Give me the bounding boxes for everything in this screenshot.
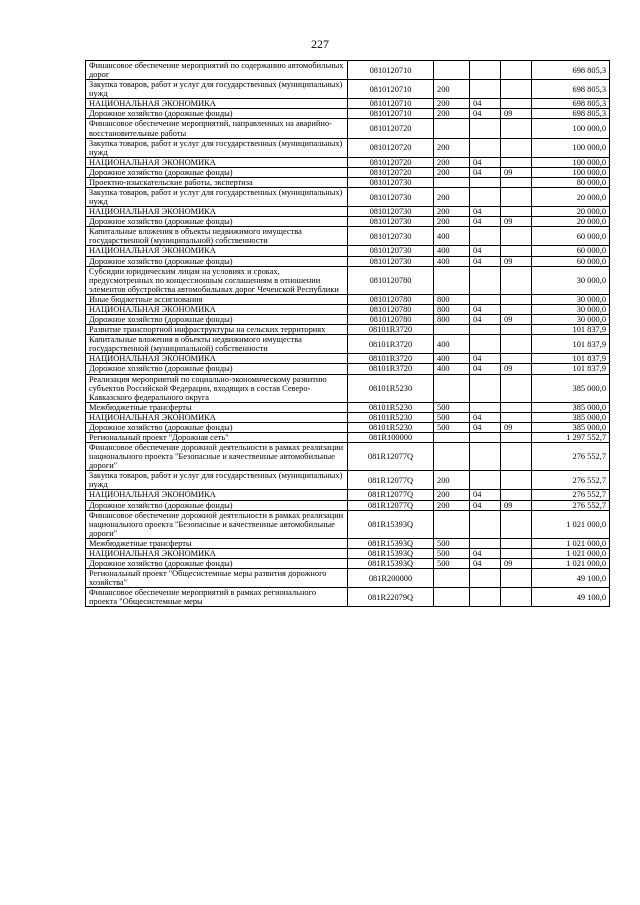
row-code-cell: 081R22079Q	[348, 588, 434, 607]
row-expense-type-cell: 500	[434, 538, 470, 548]
row-name-cell: Региональный проект "Общесистемные меры развития дорожного хозяйства"	[86, 569, 348, 588]
row-amount-cell: 276 552,7	[532, 490, 610, 500]
row-name-cell: Финансовое обеспечение дорожной деятельности в рамках реализации национального проекта "Безопасные и качественные автомобильные дороги"	[86, 510, 348, 538]
table-row	[86, 109, 610, 119]
row-amount-cell: 100 000,0	[532, 119, 610, 138]
row-code-cell: 08101R5230	[348, 402, 434, 412]
row-subsection-cell	[501, 548, 532, 558]
row-expense-type-cell	[434, 266, 470, 294]
row-code-cell: 0810120730	[348, 188, 434, 207]
row-code-cell: 08101R5230	[348, 422, 434, 432]
row-code-cell: 0810120730	[348, 177, 434, 187]
table-row	[86, 471, 610, 490]
row-expense-type-cell: 200	[434, 500, 470, 510]
row-name-cell: Финансовое обеспечение мероприятий по содержанию автомобильных дорог	[86, 61, 348, 80]
row-name-cell: Дорожное хозяйство (дорожные фонды)	[86, 256, 348, 266]
table-row	[86, 510, 610, 538]
row-name-cell: НАЦИОНАЛЬНАЯ ЭКОНОМИКА	[86, 490, 348, 500]
row-amount-cell: 49 100,0	[532, 569, 610, 588]
row-name-cell: Дорожное хозяйство (дорожные фонды)	[86, 315, 348, 325]
row-name-cell: Финансовое обеспечение мероприятий, направленных на аварийно-восстановительные работы	[86, 119, 348, 138]
row-expense-type-cell: 800	[434, 304, 470, 314]
row-code-cell: 0810120710	[348, 99, 434, 109]
row-amount-cell: 60 000,0	[532, 227, 610, 246]
row-subsection-cell	[501, 374, 532, 402]
row-code-cell: 0810120720	[348, 167, 434, 177]
row-name-cell: Закупка товаров, работ и услуг для государственных (муниципальных) нужд	[86, 138, 348, 157]
row-subsection-cell	[501, 266, 532, 294]
row-subsection-cell	[501, 412, 532, 422]
table-body	[86, 61, 610, 607]
row-section-cell	[470, 471, 501, 490]
row-subsection-cell	[501, 294, 532, 304]
row-expense-type-cell: 200	[434, 207, 470, 217]
row-section-cell: 04	[470, 558, 501, 568]
row-expense-type-cell: 500	[434, 412, 470, 422]
row-name-cell: Капитальные вложения в объекты недвижимого имущества государственной (муниципальной) собственности	[86, 227, 348, 246]
row-subsection-cell: 09	[501, 558, 532, 568]
row-amount-cell: 385 000,0	[532, 422, 610, 432]
row-name-cell: Дорожное хозяйство (дорожные фонды)	[86, 500, 348, 510]
row-code-cell: 08101R5230	[348, 412, 434, 422]
table-row	[86, 422, 610, 432]
row-subsection-cell	[501, 432, 532, 442]
row-code-cell: 08101R3720	[348, 335, 434, 354]
row-name-cell: Межбюджетные трансферты	[86, 538, 348, 548]
row-expense-type-cell: 200	[434, 109, 470, 119]
row-code-cell: 081R12077Q	[348, 443, 434, 471]
row-amount-cell: 1 021 000,0	[532, 548, 610, 558]
row-section-cell: 04	[470, 315, 501, 325]
row-section-cell: 04	[470, 256, 501, 266]
row-amount-cell: 101 837,9	[532, 335, 610, 354]
row-expense-type-cell: 500	[434, 402, 470, 412]
budget-table	[85, 60, 610, 607]
row-subsection-cell	[501, 510, 532, 538]
row-section-cell	[470, 432, 501, 442]
table-row	[86, 294, 610, 304]
row-name-cell: НАЦИОНАЛЬНАЯ ЭКОНОМИКА	[86, 304, 348, 314]
table-row	[86, 443, 610, 471]
row-expense-type-cell: 400	[434, 335, 470, 354]
row-amount-cell: 30 000,0	[532, 294, 610, 304]
row-section-cell: 04	[470, 217, 501, 227]
row-amount-cell: 698 805,3	[532, 80, 610, 99]
row-name-cell: НАЦИОНАЛЬНАЯ ЭКОНОМИКА	[86, 207, 348, 217]
row-subsection-cell: 09	[501, 256, 532, 266]
row-section-cell: 04	[470, 99, 501, 109]
row-expense-type-cell: 400	[434, 354, 470, 364]
row-code-cell: 0810120720	[348, 138, 434, 157]
row-amount-cell: 30 000,0	[532, 304, 610, 314]
row-amount-cell: 100 000,0	[532, 138, 610, 157]
row-section-cell: 04	[470, 490, 501, 500]
table-row	[86, 227, 610, 246]
row-amount-cell: 1 021 000,0	[532, 558, 610, 568]
row-section-cell: 04	[470, 500, 501, 510]
row-subsection-cell	[501, 246, 532, 256]
row-section-cell	[470, 294, 501, 304]
row-code-cell: 0810120780	[348, 304, 434, 314]
row-expense-type-cell: 200	[434, 138, 470, 157]
row-name-cell: Дорожное хозяйство (дорожные фонды)	[86, 109, 348, 119]
table-row	[86, 315, 610, 325]
page-number: 227	[311, 37, 329, 51]
table-row	[86, 538, 610, 548]
row-code-cell: 0810120730	[348, 207, 434, 217]
row-expense-type-cell	[434, 569, 470, 588]
row-code-cell: 0810120780	[348, 315, 434, 325]
table-row	[86, 558, 610, 568]
row-name-cell: НАЦИОНАЛЬНАЯ ЭКОНОМИКА	[86, 99, 348, 109]
row-expense-type-cell	[434, 510, 470, 538]
row-section-cell: 04	[470, 167, 501, 177]
row-name-cell: Дорожное хозяйство (дорожные фонды)	[86, 422, 348, 432]
row-subsection-cell	[501, 443, 532, 471]
row-expense-type-cell: 400	[434, 227, 470, 246]
row-name-cell: Дорожное хозяйство (дорожные фонды)	[86, 364, 348, 374]
row-code-cell: 0810120730	[348, 256, 434, 266]
row-name-cell: НАЦИОНАЛЬНАЯ ЭКОНОМИКА	[86, 157, 348, 167]
row-section-cell	[470, 227, 501, 246]
row-name-cell: Закупка товаров, работ и услуг для государственных (муниципальных) нужд	[86, 188, 348, 207]
table-row	[86, 256, 610, 266]
row-expense-type-cell: 400	[434, 256, 470, 266]
table-row	[86, 119, 610, 138]
table-row	[86, 364, 610, 374]
row-name-cell: Закупка товаров, работ и услуг для государственных (муниципальных) нужд	[86, 80, 348, 99]
row-name-cell: Дорожное хозяйство (дорожные фонды)	[86, 217, 348, 227]
row-amount-cell: 276 552,7	[532, 443, 610, 471]
row-amount-cell: 101 837,9	[532, 364, 610, 374]
row-section-cell	[470, 188, 501, 207]
table-row	[86, 246, 610, 256]
row-name-cell: Реализация мероприятий по социально-экономическому развитию субъектов Российской Федерации, входящих в состав Северо-Кавказского федерального округа	[86, 374, 348, 402]
row-name-cell: Проектно-изыскательские работы, экспертиза	[86, 177, 348, 187]
row-section-cell	[470, 402, 501, 412]
row-code-cell: 08101R3720	[348, 364, 434, 374]
row-name-cell: Финансовое обеспечение мероприятий в рамках регионального проекта "Общесистемные меры	[86, 588, 348, 607]
row-amount-cell: 385 000,0	[532, 402, 610, 412]
table-row	[86, 335, 610, 354]
row-amount-cell: 20 000,0	[532, 188, 610, 207]
table-row	[86, 188, 610, 207]
table-row	[86, 157, 610, 167]
row-amount-cell: 20 000,0	[532, 207, 610, 217]
row-subsection-cell	[501, 354, 532, 364]
row-amount-cell: 1 297 552,7	[532, 432, 610, 442]
row-expense-type-cell: 200	[434, 157, 470, 167]
row-subsection-cell	[501, 157, 532, 167]
row-code-cell: 08101R5230	[348, 374, 434, 402]
row-expense-type-cell	[434, 119, 470, 138]
row-amount-cell: 100 000,0	[532, 157, 610, 167]
row-subsection-cell	[501, 207, 532, 217]
row-amount-cell: 276 552,7	[532, 471, 610, 490]
row-section-cell: 04	[470, 246, 501, 256]
row-amount-cell: 276 552,7	[532, 500, 610, 510]
row-expense-type-cell: 400	[434, 364, 470, 374]
row-expense-type-cell	[434, 374, 470, 402]
row-code-cell: 0810120730	[348, 217, 434, 227]
row-name-cell: Региональный проект "Дорожная сеть"	[86, 432, 348, 442]
row-code-cell: 081R12077Q	[348, 471, 434, 490]
row-name-cell: НАЦИОНАЛЬНАЯ ЭКОНОМИКА	[86, 548, 348, 558]
row-expense-type-cell: 200	[434, 99, 470, 109]
table-row	[86, 402, 610, 412]
table-row	[86, 207, 610, 217]
row-code-cell: 081R15393Q	[348, 558, 434, 568]
row-subsection-cell	[501, 138, 532, 157]
row-section-cell: 04	[470, 412, 501, 422]
row-subsection-cell	[501, 304, 532, 314]
row-section-cell	[470, 119, 501, 138]
row-amount-cell: 60 000,0	[532, 246, 610, 256]
row-subsection-cell	[501, 119, 532, 138]
row-expense-type-cell: 200	[434, 188, 470, 207]
table-row	[86, 304, 610, 314]
row-name-cell: Межбюджетные трансферты	[86, 402, 348, 412]
row-subsection-cell: 09	[501, 109, 532, 119]
row-expense-type-cell: 200	[434, 167, 470, 177]
row-expense-type-cell: 400	[434, 246, 470, 256]
table-row	[86, 80, 610, 99]
row-expense-type-cell: 200	[434, 471, 470, 490]
row-amount-cell: 101 837,9	[532, 325, 610, 335]
row-code-cell: 081R100000	[348, 432, 434, 442]
row-amount-cell: 100 000,0	[532, 167, 610, 177]
row-subsection-cell	[501, 188, 532, 207]
row-section-cell: 04	[470, 207, 501, 217]
row-amount-cell: 30 000,0	[532, 315, 610, 325]
table-row	[86, 325, 610, 335]
row-code-cell: 08101R3720	[348, 325, 434, 335]
row-section-cell	[470, 138, 501, 157]
row-expense-type-cell: 200	[434, 490, 470, 500]
row-amount-cell: 1 021 000,0	[532, 510, 610, 538]
row-subsection-cell: 09	[501, 500, 532, 510]
row-code-cell: 0810120710	[348, 109, 434, 119]
row-subsection-cell	[501, 471, 532, 490]
row-amount-cell: 698 805,3	[532, 61, 610, 80]
table-row	[86, 588, 610, 607]
table-row	[86, 177, 610, 187]
row-section-cell: 04	[470, 548, 501, 558]
row-code-cell: 08101R3720	[348, 354, 434, 364]
table-row	[86, 374, 610, 402]
table-row	[86, 500, 610, 510]
row-subsection-cell: 09	[501, 167, 532, 177]
row-subsection-cell: 09	[501, 217, 532, 227]
table-row	[86, 217, 610, 227]
row-subsection-cell	[501, 227, 532, 246]
row-amount-cell: 698 805,3	[532, 99, 610, 109]
table-row	[86, 432, 610, 442]
row-expense-type-cell	[434, 432, 470, 442]
row-section-cell: 04	[470, 304, 501, 314]
table-row	[86, 61, 610, 80]
row-expense-type-cell: 800	[434, 315, 470, 325]
row-section-cell	[470, 177, 501, 187]
row-subsection-cell	[501, 335, 532, 354]
table-row	[86, 99, 610, 109]
row-name-cell: Субсидии юридическим лицам на условиях и сроках, предусмотренных по концессионным соглашениям в отношении элементов обустройства автомобильных дорог Чеченской Республики	[86, 266, 348, 294]
row-section-cell	[470, 588, 501, 607]
row-subsection-cell: 09	[501, 315, 532, 325]
row-code-cell: 081R15393Q	[348, 510, 434, 538]
row-code-cell: 081R200000	[348, 569, 434, 588]
table-row	[86, 354, 610, 364]
row-expense-type-cell	[434, 588, 470, 607]
row-code-cell: 081R15393Q	[348, 538, 434, 548]
row-subsection-cell	[501, 402, 532, 412]
row-subsection-cell	[501, 325, 532, 335]
row-name-cell: Капитальные вложения в объекты недвижимого имущества государственной (муниципальной) собственности	[86, 335, 348, 354]
row-subsection-cell: 09	[501, 422, 532, 432]
row-name-cell: Иные бюджетные ассигнования	[86, 294, 348, 304]
row-name-cell: Дорожное хозяйство (дорожные фонды)	[86, 167, 348, 177]
row-name-cell: Закупка товаров, работ и услуг для государственных (муниципальных) нужд	[86, 471, 348, 490]
row-code-cell: 0810120730	[348, 246, 434, 256]
row-expense-type-cell: 200	[434, 217, 470, 227]
row-section-cell	[470, 335, 501, 354]
row-name-cell: НАЦИОНАЛЬНАЯ ЭКОНОМИКА	[86, 246, 348, 256]
row-expense-type-cell: 500	[434, 422, 470, 432]
row-expense-type-cell	[434, 61, 470, 80]
row-subsection-cell	[501, 569, 532, 588]
row-expense-type-cell	[434, 325, 470, 335]
row-subsection-cell	[501, 490, 532, 500]
row-amount-cell: 30 000,0	[532, 266, 610, 294]
table-row	[86, 412, 610, 422]
table-row	[86, 138, 610, 157]
row-expense-type-cell: 500	[434, 558, 470, 568]
row-amount-cell: 49 100,0	[532, 588, 610, 607]
row-code-cell: 0810120780	[348, 266, 434, 294]
row-name-cell: Развитие транспортной инфраструктуры на сельских территориях	[86, 325, 348, 335]
row-code-cell: 0810120730	[348, 227, 434, 246]
row-name-cell: Дорожное хозяйство (дорожные фонды)	[86, 558, 348, 568]
row-amount-cell: 385 000,0	[532, 412, 610, 422]
row-subsection-cell	[501, 99, 532, 109]
table-row	[86, 569, 610, 588]
row-expense-type-cell: 200	[434, 80, 470, 99]
row-code-cell: 0810120780	[348, 294, 434, 304]
row-amount-cell: 698 805,3	[532, 109, 610, 119]
row-section-cell: 04	[470, 157, 501, 167]
row-subsection-cell	[501, 177, 532, 187]
row-code-cell: 0810120720	[348, 157, 434, 167]
row-amount-cell: 1 021 000,0	[532, 538, 610, 548]
row-section-cell	[470, 266, 501, 294]
row-code-cell: 081R12077Q	[348, 500, 434, 510]
row-section-cell: 04	[470, 422, 501, 432]
row-section-cell	[470, 443, 501, 471]
row-subsection-cell	[501, 588, 532, 607]
row-section-cell	[470, 61, 501, 80]
table-row	[86, 548, 610, 558]
row-section-cell	[470, 325, 501, 335]
row-subsection-cell	[501, 80, 532, 99]
table-row	[86, 167, 610, 177]
row-name-cell: НАЦИОНАЛЬНАЯ ЭКОНОМИКА	[86, 354, 348, 364]
row-subsection-cell	[501, 538, 532, 548]
table-row	[86, 266, 610, 294]
row-code-cell: 0810120710	[348, 61, 434, 80]
row-section-cell	[470, 80, 501, 99]
row-code-cell: 0810120710	[348, 80, 434, 99]
row-amount-cell: 80 000,0	[532, 177, 610, 187]
row-expense-type-cell: 500	[434, 548, 470, 558]
row-code-cell: 0810120720	[348, 119, 434, 138]
row-subsection-cell	[501, 61, 532, 80]
row-expense-type-cell: 800	[434, 294, 470, 304]
row-expense-type-cell	[434, 177, 470, 187]
row-section-cell: 04	[470, 364, 501, 374]
row-code-cell: 081R15393Q	[348, 548, 434, 558]
table-row	[86, 490, 610, 500]
row-section-cell: 04	[470, 354, 501, 364]
row-section-cell: 04	[470, 109, 501, 119]
row-code-cell: 081R12077Q	[348, 490, 434, 500]
row-amount-cell: 385 000,0	[532, 374, 610, 402]
row-section-cell	[470, 374, 501, 402]
row-amount-cell: 20 000,0	[532, 217, 610, 227]
row-section-cell	[470, 538, 501, 548]
row-section-cell	[470, 510, 501, 538]
row-subsection-cell: 09	[501, 364, 532, 374]
row-name-cell: Финансовое обеспечение дорожной деятельности в рамках реализации национального проекта "Безопасные и качественные автомобильные дороги"	[86, 443, 348, 471]
row-expense-type-cell	[434, 443, 470, 471]
row-name-cell: НАЦИОНАЛЬНАЯ ЭКОНОМИКА	[86, 412, 348, 422]
row-amount-cell: 60 000,0	[532, 256, 610, 266]
row-section-cell	[470, 569, 501, 588]
row-amount-cell: 101 837,9	[532, 354, 610, 364]
